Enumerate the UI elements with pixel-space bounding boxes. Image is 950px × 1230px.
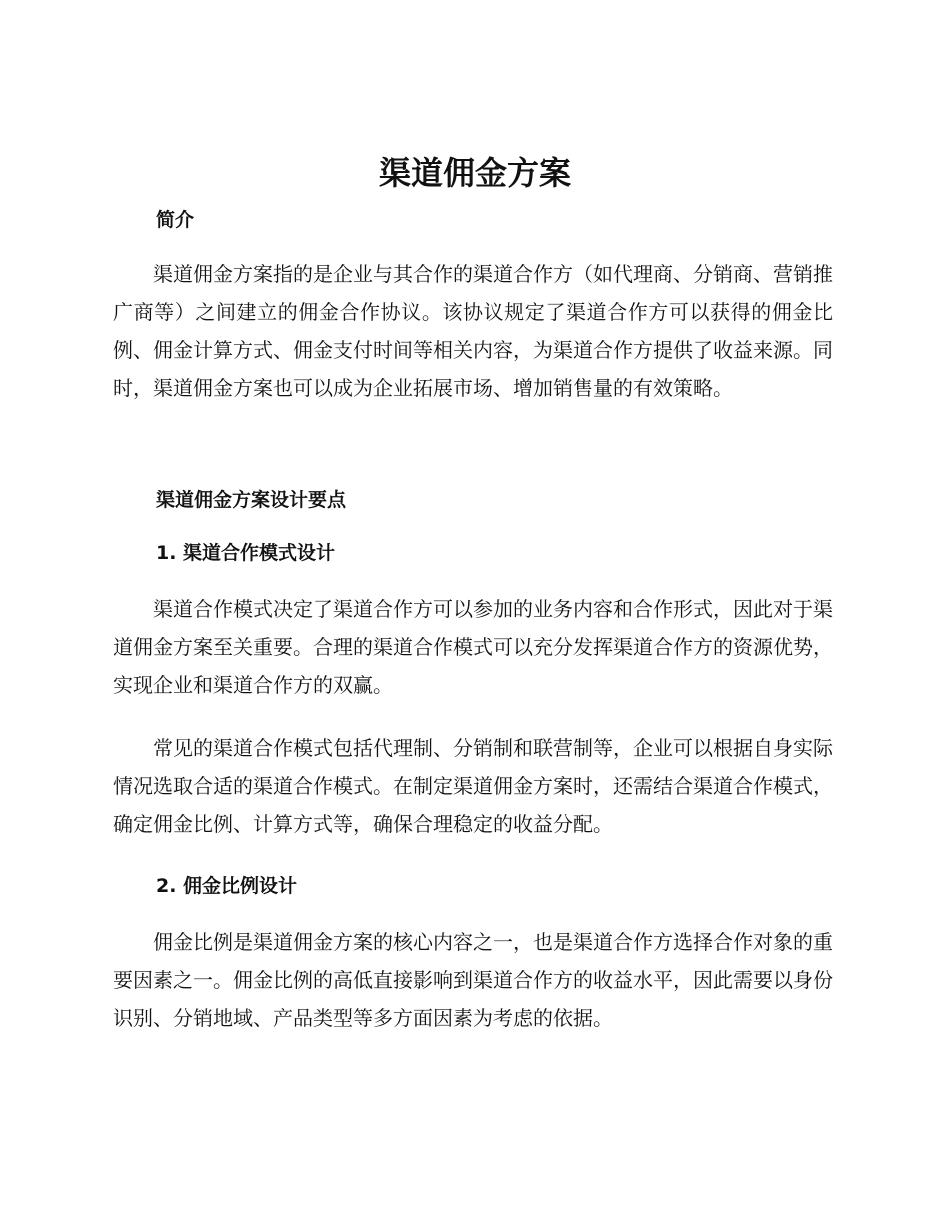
paragraph-commission-ratio: 佣金比例是渠道佣金方案的核心内容之一，也是渠道合作方选择合作对象的重要因素之一。佣金比例的高低直接影响到渠道合作方的收益水平，因此需要以身份识别、分销地域、产品类型等多方面因素为考虑的依据。 (113, 930, 833, 1030)
paragraph-cooperation-mode: 渠道合作模式决定了渠道合作方可以参加的业务内容和合作形式，因此对于渠道佣金方案至关重要。合理的渠道合作模式可以充分发挥渠道合作方的资源优势，实现企业和渠道合作方的双赢。 (113, 597, 833, 697)
document-title: 渠道佣金方案 (378, 154, 571, 192)
section-heading-design-points: 渠道佣金方案设计要点 (156, 489, 347, 511)
paragraph-intro: 渠道佣金方案指的是企业与其合作的渠道合作方（如代理商、分销商、营销推广商等）之间建立的佣金合作协议。该协议规定了渠道合作方可以获得的佣金比例、佣金计算方式、佣金支付时间等相关内容，为渠道合作方提供了收益来源。同时，渠道佣金方案也可以成为企业拓展市场、增加销售量的有效策略。 (113, 262, 833, 400)
section-heading-cooperation-mode: 1. 渠道合作模式设计 (156, 542, 336, 564)
paragraph-common-modes: 常见的渠道合作模式包括代理制、分销制和联营制等，企业可以根据自身实际情况选取合适的渠道合作模式。在制定渠道佣金方案时，还需结合渠道合作模式，确定佣金比例、计算方式等，确保合理稳定的收益分配。 (113, 736, 833, 836)
section-heading-intro: 简介 (156, 209, 195, 231)
section-heading-commission-ratio: 2. 佣金比例设计 (156, 875, 298, 897)
